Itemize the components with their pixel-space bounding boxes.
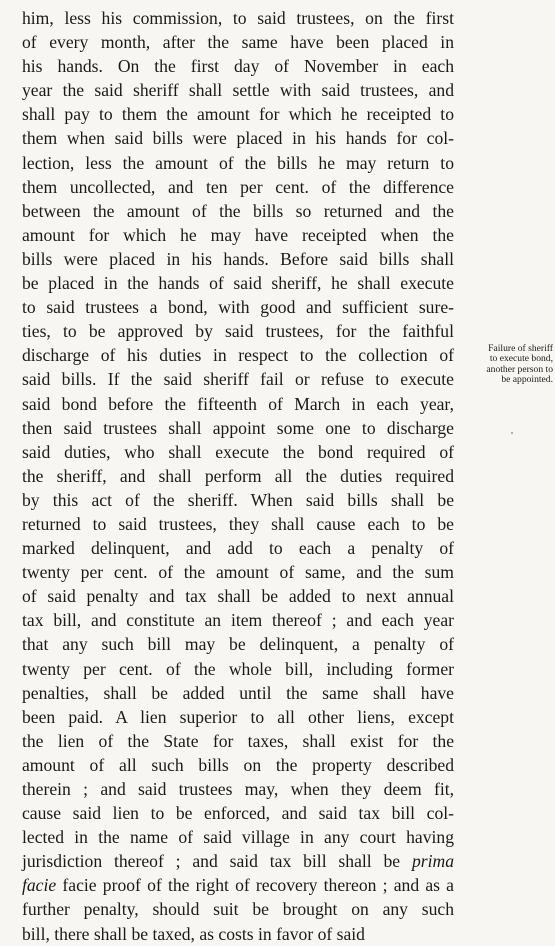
italic-facie: facie — [22, 875, 57, 896]
text-line: bill, there shall be taxed, as costs in favor of said — [22, 923, 365, 944]
text-line: therein ; and said trustees may, when they deem fit, — [22, 779, 454, 799]
text-segment: facie proof of the right of recovery thereon ; and as a — [62, 875, 454, 896]
text-line: amount for which he may have receipted when the — [22, 224, 454, 245]
margin-note-line: Failure of sheriff — [488, 343, 553, 354]
text-line: ties, to be approved by said trustees, for the faithful — [22, 321, 454, 342]
text-line: then said trustees shall appoint some one to discharge — [22, 417, 454, 438]
text-line: him, less his commission, to said trustees, on the first — [22, 8, 454, 28]
ink-speck — [511, 432, 513, 434]
text-line: between the amount of the bills so returned and the — [22, 200, 454, 221]
text-line: that any such bill may be delinquent, a penalty of — [22, 634, 454, 655]
text-line: said duties, who shall execute the bond required of — [22, 441, 454, 462]
margin-note-line: be appointed. — [501, 374, 553, 386]
margin-note — [457, 344, 553, 386]
text-line: by this act of the sheriff. When said bills shall be — [22, 489, 454, 510]
text-line: shall pay to them the amount for which he receipted to — [22, 104, 454, 125]
text-line: penalties, shall be added until the same shall have — [22, 682, 454, 703]
text-line: the sheriff, and shall perform all the duties required — [22, 465, 454, 486]
statute-text — [22, 6, 454, 946]
text-line: twenty per cent. of the amount of same, and the sum — [22, 562, 454, 583]
text-line: of said penalty and tax shall be added to next annual — [22, 586, 454, 607]
text-line-with-italic — [22, 849, 454, 873]
text-line: tax bill, and constitute an item thereof ; and each year — [22, 610, 454, 631]
text-line: discharge of his duties in respect to the collection of — [22, 345, 454, 366]
text-line: bills were placed in his hands. Before said bills shall — [22, 248, 454, 269]
text-line-with-italic — [22, 873, 454, 897]
text-line: cause said lien to be enforced, and said tax bill col- — [22, 803, 454, 824]
text-line: lected in the name of said village in any court having — [22, 827, 454, 848]
text-line: his hands. On the first day of November in each — [22, 56, 454, 77]
text-line: twenty per cent. of the whole bill, including former — [22, 658, 454, 679]
text-line: the lien of the State for taxes, shall exist for the — [22, 730, 454, 751]
text-line: been paid. A lien superior to all other liens, except — [22, 706, 454, 727]
text-line: said bond before the fifteenth of March in each year, — [22, 393, 454, 414]
text-line: them when said bills were placed in his hands for col- — [22, 128, 454, 149]
text-line: year the said sheriff shall settle with said trustees, and — [22, 80, 454, 101]
text-line: returned to said trustees, they shall cause each to be — [22, 513, 454, 534]
margin-note-line: to execute bond, — [489, 353, 553, 365]
text-line: lection, less the amount of the bills he may return to — [22, 152, 454, 173]
text-line: be placed in the hands of said sheriff, he shall execute — [22, 273, 454, 294]
text-line: them uncollected, and ten per cent. of the difference — [22, 176, 454, 197]
italic-prima: prima — [411, 851, 454, 872]
text-line: amount of all such bills on the property described — [22, 754, 454, 775]
text-segment: jurisdiction thereof ; and said tax bill shall be — [22, 851, 401, 872]
text-line: of every month, after the same have been placed in — [22, 32, 454, 53]
text-line: said bills. If the said sheriff fail or refuse to execute — [22, 369, 454, 390]
text-line: to said trustees a bond, with good and sufficient sure- — [22, 297, 454, 318]
margin-note-line: another person to — [486, 363, 553, 375]
text-line: marked delinquent, and add to each a penalty of — [22, 538, 454, 559]
text-line: further penalty, should suit be brought on any such — [22, 899, 454, 920]
